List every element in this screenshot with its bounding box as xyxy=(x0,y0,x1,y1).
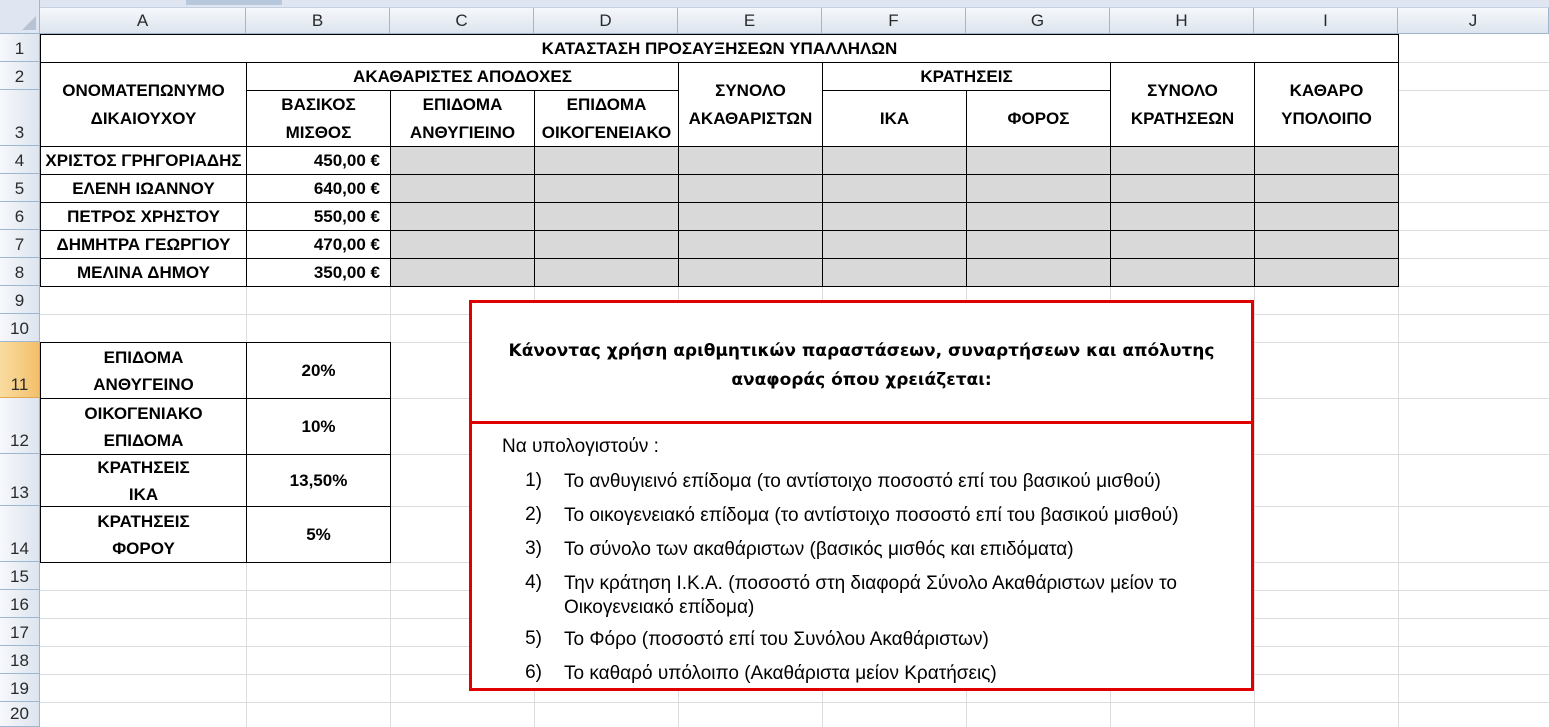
formula-input-cell[interactable] xyxy=(534,230,679,259)
rate-value[interactable]: 10% xyxy=(246,398,391,455)
row-header-1[interactable]: 1 xyxy=(0,34,40,62)
task-text: Το σύνολο των ακαθάριστων (βασικός μισθός και επιδόματα) xyxy=(564,539,1074,560)
rate-value[interactable]: 20% xyxy=(246,342,391,399)
select-all-corner[interactable] xyxy=(0,0,40,34)
select-all-icon xyxy=(22,16,36,30)
formula-input-cell[interactable] xyxy=(1110,174,1255,203)
formula-input-cell[interactable] xyxy=(678,202,823,231)
task-number: 3) xyxy=(525,538,542,559)
formula-input-cell[interactable] xyxy=(966,258,1111,287)
rate-value[interactable]: 5% xyxy=(246,506,391,563)
column-header-b[interactable]: B xyxy=(246,8,390,34)
task-text: Το Φόρο (ποσοστό επί του Συνόλου Ακαθάριστων) xyxy=(564,629,989,650)
column-header-d[interactable]: D xyxy=(534,8,678,34)
formula-input-cell[interactable] xyxy=(1110,258,1255,287)
task-text: Την κράτηση Ι.Κ.Α. (ποσοστό στη διαφορά Σύνολο Ακαθάριστων μείον το Οικογενειακό επίδομα) xyxy=(564,573,1177,618)
row-header-18[interactable]: 18 xyxy=(0,646,40,674)
row-header-4[interactable]: 4 xyxy=(0,146,40,174)
header-family-allowance[interactable]: ΕΠΙΔΟΜΑ ΟΙΚΟΓΕΝΕΙΑΚΟ xyxy=(534,90,679,147)
header-gross-total[interactable]: ΣΥΝΟΛΟ ΑΚΑΘΑΡΙΣΤΩΝ xyxy=(678,62,823,147)
task-list xyxy=(502,436,1242,686)
header-net[interactable]: ΚΑΘΑΡΟ ΥΠΟΛΟΙΠΟ xyxy=(1254,62,1399,147)
column-header-e[interactable]: E xyxy=(678,8,822,34)
task-number: 2) xyxy=(525,504,542,525)
formula-input-cell[interactable] xyxy=(1110,202,1255,231)
formula-input-cell[interactable] xyxy=(822,258,967,287)
row-header-14[interactable]: 14 xyxy=(0,506,40,562)
formula-input-cell[interactable] xyxy=(678,230,823,259)
formula-input-cell[interactable] xyxy=(534,202,679,231)
rate-label[interactable]: ΚΡΑΤΗΣΕΙΣ ΦΟΡΟΥ xyxy=(40,506,247,563)
formula-input-cell[interactable] xyxy=(822,202,967,231)
column-header-c[interactable]: C xyxy=(390,8,534,34)
sheet-title[interactable]: ΚΑΤΑΣΤΑΣΗ ΠΡΟΣΑΥΞΗΣΕΩΝ ΥΠΑΛΛΗΛΩΝ xyxy=(40,34,1399,63)
header-name[interactable]: ΟΝΟΜΑΤΕΠΩΝΥΜΟ ΔΙΚΑΙΟΥΧΟΥ xyxy=(40,62,247,147)
formula-input-cell[interactable] xyxy=(390,202,535,231)
row-header-15[interactable]: 15 xyxy=(0,562,40,590)
column-header-a[interactable]: A xyxy=(40,8,246,34)
row-header-12[interactable]: 12 xyxy=(0,398,40,454)
formula-input-cell[interactable] xyxy=(390,230,535,259)
column-header-j[interactable]: J xyxy=(1398,8,1549,34)
row-header-8[interactable]: 8 xyxy=(0,258,40,286)
rate-label[interactable]: ΕΠΙΔΟΜΑ ΑΝΘΥΓΕΙΝΟ xyxy=(40,342,247,399)
tasks-intro: Να υπολογιστούν : xyxy=(502,436,659,457)
scroll-indicator xyxy=(186,0,282,5)
row-header-7[interactable]: 7 xyxy=(0,230,40,258)
header-gross-group[interactable]: ΑΚΑΘΑΡΙΣΤΕΣ ΑΠΟΔΟΧΕΣ xyxy=(246,62,679,91)
formula-input-cell[interactable] xyxy=(678,146,823,175)
task-text: Το ανθυγιεινό επίδομα (το αντίστοιχο ποσοστό επί του βασικού μισθού) xyxy=(564,471,1161,492)
task-number: 4) xyxy=(525,572,542,593)
column-header-f[interactable]: F xyxy=(822,8,966,34)
row-header-20[interactable]: 20 xyxy=(0,702,40,727)
employee-name[interactable]: ΠΕΤΡΟΣ ΧΡΗΣΤΟΥ xyxy=(40,202,247,231)
formula-input-cell[interactable] xyxy=(678,258,823,287)
formula-input-cell[interactable] xyxy=(1254,146,1399,175)
row-header-17[interactable]: 17 xyxy=(0,618,40,646)
task-number: 5) xyxy=(525,628,542,649)
row-header-6[interactable]: 6 xyxy=(0,202,40,230)
header-hazard-allowance[interactable]: ΕΠΙΔΟΜΑ ΑΝΘΥΓΙΕΙΝΟ xyxy=(390,90,535,147)
task-number: 1) xyxy=(525,470,542,491)
base-salary-cell[interactable]: 350,00 € xyxy=(246,258,391,287)
formula-input-cell[interactable] xyxy=(966,146,1111,175)
formula-input-cell[interactable] xyxy=(822,230,967,259)
header-base-salary[interactable]: ΒΑΣΙΚΟΣ ΜΙΣΘΟΣ xyxy=(246,90,391,147)
row-header-9[interactable]: 9 xyxy=(0,286,40,314)
formula-bar-strip xyxy=(0,0,1549,8)
formula-input-cell[interactable] xyxy=(1254,174,1399,203)
formula-input-cell[interactable] xyxy=(390,174,535,203)
rate-value[interactable]: 13,50% xyxy=(246,454,391,507)
formula-input-cell[interactable] xyxy=(966,230,1111,259)
instruction-heading-box xyxy=(469,300,1254,424)
row-header-11[interactable]: 11 xyxy=(0,342,40,398)
header-deductions-total[interactable]: ΣΥΝΟΛΟ ΚΡΑΤΗΣΕΩΝ xyxy=(1110,62,1255,147)
column-header-i[interactable]: I xyxy=(1254,8,1398,34)
row-header-16[interactable]: 16 xyxy=(0,590,40,618)
base-salary-cell[interactable]: 470,00 € xyxy=(246,230,391,259)
formula-input-cell[interactable] xyxy=(966,202,1111,231)
base-salary-cell[interactable]: 640,00 € xyxy=(246,174,391,203)
base-salary-cell[interactable]: 450,00 € xyxy=(246,146,391,175)
formula-input-cell[interactable] xyxy=(534,146,679,175)
row-header-5[interactable]: 5 xyxy=(0,174,40,202)
formula-input-cell[interactable] xyxy=(966,174,1111,203)
instruction-heading: Κάνοντας χρήση αριθμητικών παραστάσεων, συναρτήσεων και απόλυτης αναφοράς όπου χρειάζεται: xyxy=(508,341,1215,390)
employee-name[interactable]: ΜΕΛΙΝΑ ΔΗΜΟΥ xyxy=(40,258,247,287)
header-deductions-group[interactable]: ΚΡΑΤΗΣΕΙΣ xyxy=(822,62,1111,91)
formula-input-cell[interactable] xyxy=(1110,230,1255,259)
row-header-3[interactable]: 3 xyxy=(0,90,40,146)
formula-input-cell[interactable] xyxy=(390,146,535,175)
task-text: Το οικογενειακό επίδομα (το αντίστοιχο ποσοστό επί του βασικού μισθού) xyxy=(564,505,1179,526)
formula-input-cell[interactable] xyxy=(1254,230,1399,259)
formula-input-cell[interactable] xyxy=(1254,258,1399,287)
base-salary-cell[interactable]: 550,00 € xyxy=(246,202,391,231)
formula-input-cell[interactable] xyxy=(390,258,535,287)
row-header-19[interactable]: 19 xyxy=(0,674,40,702)
rate-label[interactable]: ΟΙΚΟΓΕΝΙΑΚΟ ΕΠΙΔΟΜΑ xyxy=(40,398,247,455)
task-text: Το καθαρό υπόλοιπο (Ακαθάριστα μείον Κρατήσεις) xyxy=(564,663,997,684)
column-header-h[interactable]: H xyxy=(1110,8,1254,34)
row-header-2[interactable]: 2 xyxy=(0,62,40,90)
formula-input-cell[interactable] xyxy=(678,174,823,203)
formula-input-cell[interactable] xyxy=(534,258,679,287)
header-ika[interactable]: ΙΚΑ xyxy=(822,90,967,147)
employee-name[interactable]: ΕΛΕΝΗ ΙΩΑΝΝΟΥ xyxy=(40,174,247,203)
header-tax[interactable]: ΦΟΡΟΣ xyxy=(966,90,1111,147)
instruction-tasks-box xyxy=(469,421,1254,691)
gridline-h xyxy=(40,702,1549,703)
rate-label[interactable]: ΚΡΑΤΗΣΕΙΣ ΙΚΑ xyxy=(40,454,247,507)
formula-input-cell[interactable] xyxy=(1110,146,1255,175)
row-header-10[interactable]: 10 xyxy=(0,314,40,342)
formula-input-cell[interactable] xyxy=(534,174,679,203)
column-header-g[interactable]: G xyxy=(966,8,1110,34)
employee-name[interactable]: ΔΗΜΗΤΡΑ ΓΕΩΡΓΙΟΥ xyxy=(40,230,247,259)
formula-input-cell[interactable] xyxy=(1254,202,1399,231)
task-number: 6) xyxy=(525,662,542,683)
row-header-13[interactable]: 13 xyxy=(0,454,40,506)
formula-input-cell[interactable] xyxy=(822,174,967,203)
employee-name[interactable]: ΧΡΙΣΤΟΣ ΓΡΗΓΟΡΙΑΔΗΣ xyxy=(40,146,247,175)
formula-input-cell[interactable] xyxy=(822,146,967,175)
